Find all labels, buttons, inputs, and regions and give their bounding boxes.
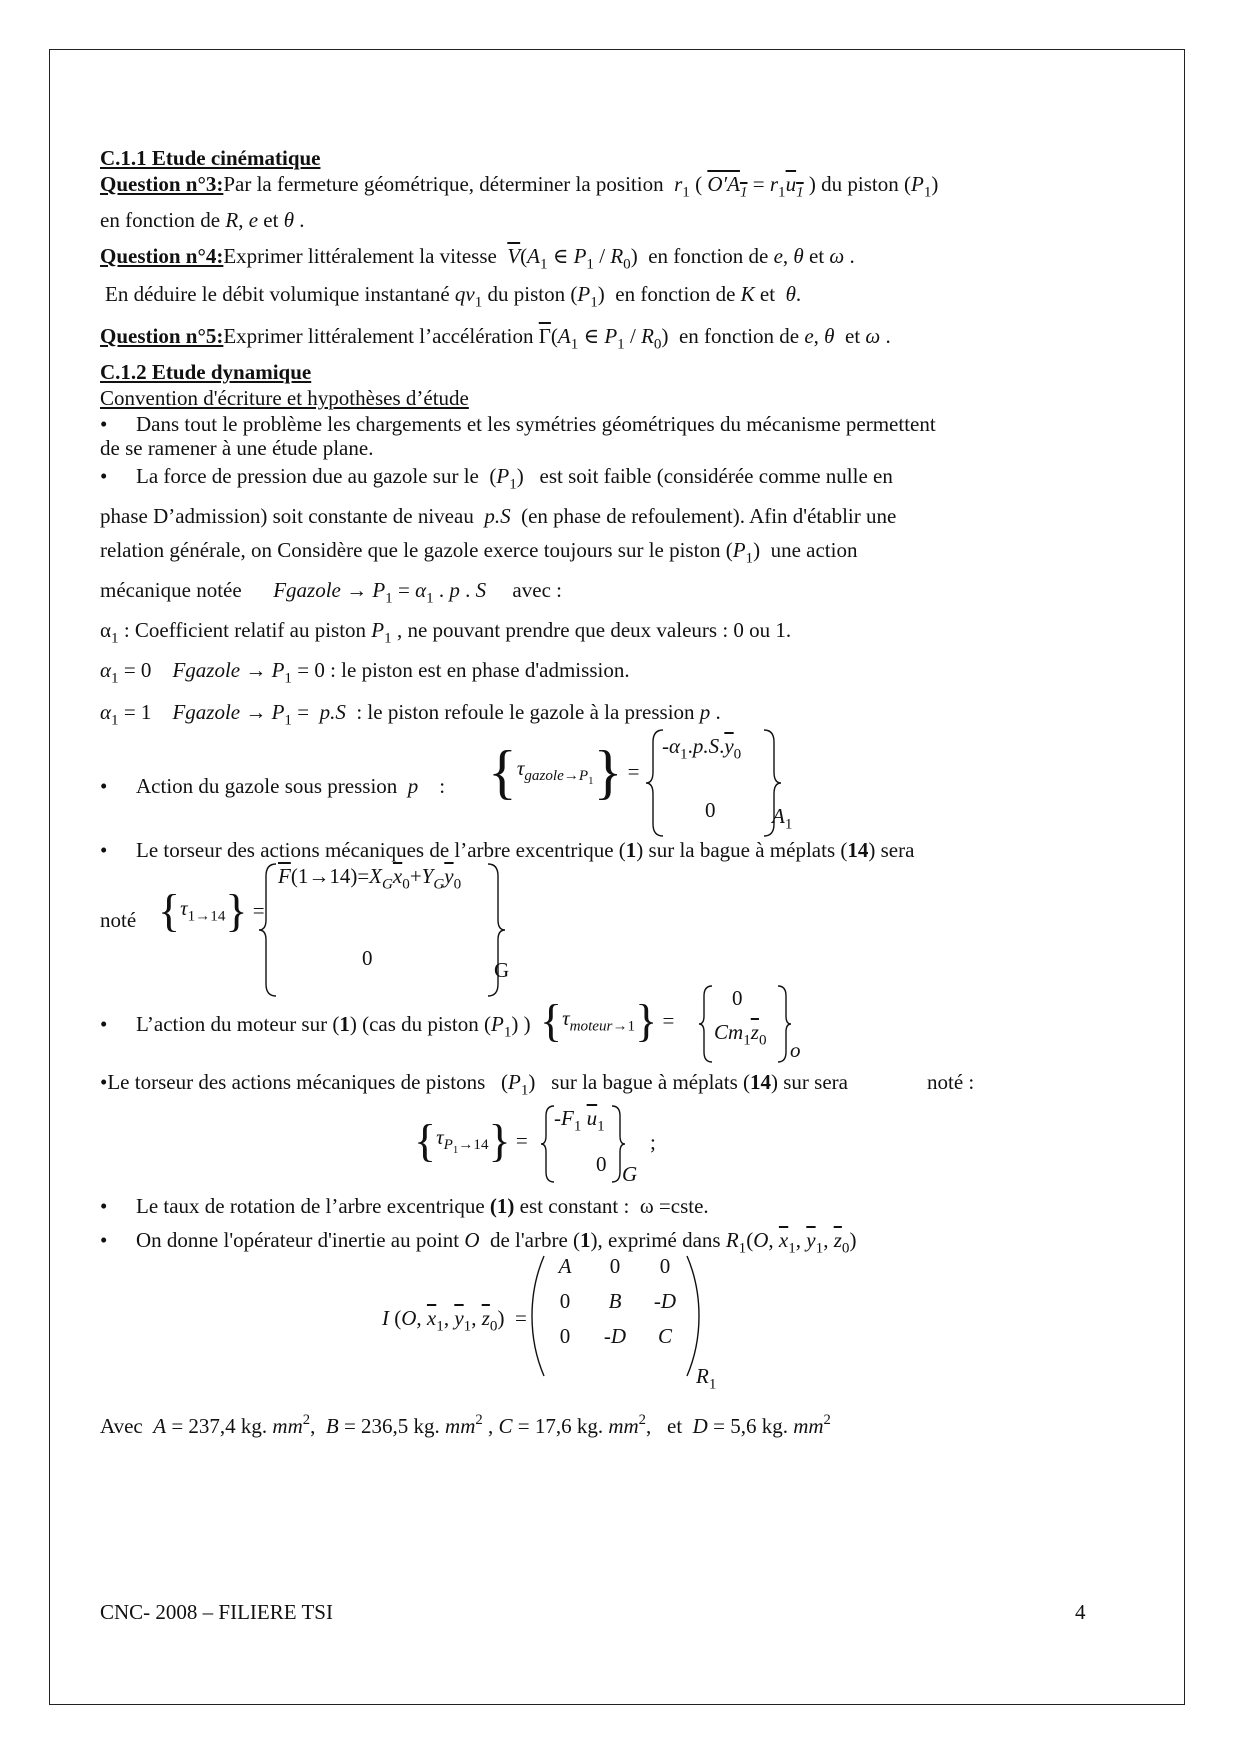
question-3-label: Question n°3: bbox=[100, 172, 224, 196]
torseur-gazole-resultant: $-\alpha_1.p.S.\overline{y}_0$ bbox=[662, 734, 742, 763]
torseur-pistons-lhs: $\{\tau_{P_1\to 14}\}$ = bbox=[414, 1115, 528, 1166]
question-5-label: Question n°5: bbox=[100, 324, 224, 348]
torseur-moteur-lhs: $\{\tau_{moteur\to 1}\}$ = bbox=[540, 995, 675, 1046]
convention-heading: Convention d'écriture et hypothèses d’étude bbox=[100, 386, 469, 410]
bullet-rotation: • Le taux de rotation de l’arbre excentrique (1) est constant : ω =cste. bbox=[100, 1194, 709, 1218]
torseur-gazole: $\{\tau_{gazole\to P_1}\}$ = bbox=[488, 739, 640, 805]
question-4-line2: En déduire le débit volumique instantané $qv_1$ du piston $(P_1)$ en fonction de K et θ. bbox=[105, 282, 802, 311]
question-4: Question n°4:Exprimer littéralement la vitesse $\overline{V}(A_1$ ∈ $P_1 / R_0$) en fonction de e, θ et ω . bbox=[100, 244, 855, 273]
inertia-matrix-basis: $R_1$ bbox=[696, 1364, 717, 1393]
footer-left: CNC- 2008 – FILIERE TSI bbox=[100, 1600, 333, 1624]
bullet-icon: • bbox=[100, 1012, 108, 1036]
bullet-icon: • bbox=[100, 1070, 108, 1094]
inertia-operator-lhs: I (O, $\overline{x}_1$, $\overline{y}_1$, $\overline{z}_0$) = bbox=[382, 1306, 527, 1335]
bullet-icon: • bbox=[100, 1194, 108, 1218]
section-heading-c11: C.1.1 Etude cinématique bbox=[100, 146, 321, 170]
question-3-tail: du piston bbox=[821, 172, 899, 196]
question-5-text: Exprimer littéralement l’accélération bbox=[223, 324, 534, 348]
torseur-moteur-point: o bbox=[790, 1038, 801, 1062]
question-4-text: Exprimer littéralement la vitesse bbox=[223, 244, 497, 268]
bullet-2-line4: mécanique notée Fgazole → $P_1 = \alpha_1$ . p . S avec : bbox=[100, 578, 562, 607]
torseur-moteur-brace-left bbox=[698, 984, 714, 1070]
bullet-icon: • bbox=[100, 838, 108, 862]
torseur-arbre-point: G bbox=[494, 958, 510, 982]
bullet-icon: • bbox=[100, 774, 108, 798]
bullet-1-line1: • Dans tout le problème les chargements et les symétries géométriques du mécanisme permettent bbox=[100, 412, 936, 436]
torseur-arbre-brace-left bbox=[258, 862, 278, 1004]
alpha-definition: $\alpha_1$ : Coefficient relatif au piston $P_1$ , ne pouvant prendre que deux valeurs : 0 ou 1. bbox=[100, 618, 792, 647]
torseur-gazole-moment: 0 bbox=[705, 798, 716, 822]
bullet-moteur: • L’action du moteur sur (1) (cas du piston $(P_1)$ ) bbox=[100, 1012, 531, 1041]
pistons-note: noté : bbox=[927, 1070, 975, 1094]
note-label: noté bbox=[100, 908, 137, 932]
torseur-gazole-point: $A_1$ bbox=[772, 804, 793, 833]
bullet-icon: • bbox=[100, 464, 108, 488]
bullet-1-line2: de se ramener à une étude plane. bbox=[100, 436, 374, 460]
bullet-icon: • bbox=[100, 1228, 108, 1252]
torseur-moteur-moment: $Cm_1\overline{z}_0$ bbox=[714, 1020, 767, 1049]
question-4-label: Question n°4: bbox=[100, 244, 224, 268]
torseur-pistons-point: G bbox=[622, 1162, 638, 1186]
bullet-2-line1: • La force de pression due au gazole sur le $(P_1)$ est soit faible (considérée comme nulle en bbox=[100, 464, 893, 493]
torseur-moteur-resultant: 0 bbox=[732, 986, 743, 1010]
inertia-values: Avec A = 237,4 kg. $mm^2$, B = 236,5 kg. $mm^2$ , C = 17,6 kg. $mm^2$, et D = 5,6 kg. $mm^2$ bbox=[100, 1412, 831, 1438]
bullet-inertie: • On donne l'opérateur d'inertie au point O de l'arbre (1), exprimé dans $R_1(O$, $\overline{x}_1$, $\overline{y}_1$, $\overline{z}_0$) bbox=[100, 1228, 857, 1257]
bullet-2-line3: relation générale, on Considère que le gazole exerce toujours sur le piston $(P_1)$ une action bbox=[100, 538, 858, 567]
torseur-pistons-semicolon: ; bbox=[650, 1130, 656, 1154]
question-3: Question n°3:Par la fermeture géométrique, déterminer la position $r_1$ ( $O'A_1 = r_1u_1$ ) du piston $(P_1)$ bbox=[100, 172, 939, 201]
question-3-line2: en fonction de R, e et θ . bbox=[100, 208, 305, 232]
torseur-pistons-moment: 0 bbox=[596, 1152, 607, 1176]
torseur-pistons-resultant: $-F_1$ $\overline{u}_1$ bbox=[554, 1106, 605, 1135]
torseur-arbre-lhs: $\{\tau_{1\to 14}\}$ = bbox=[158, 885, 265, 936]
bullet-2-line2: phase D’admission) soit constante de niveau p.S (en phase de refoulement). Afin d'établir une bbox=[100, 504, 897, 528]
section-heading-c12: C.1.2 Etude dynamique bbox=[100, 360, 312, 384]
question-3-text: Par la fermeture géométrique, déterminer la position bbox=[223, 172, 664, 196]
bullet-pistons: •Le torseur des actions mécaniques de pistons $(P_1)$ sur la bague à méplats (14) sur sera bbox=[100, 1070, 848, 1099]
question-5: Question n°5:Exprimer littéralement l’accélération $\overline{\Gamma}(A_1$ ∈ $P_1 / R_0$) en fonction de e, θ et ω . bbox=[100, 324, 891, 353]
bullet-action-gazole: • Action du gazole sous pression p : bbox=[100, 774, 446, 798]
inertia-matrix: A 0 0 0 B -D 0 -D C bbox=[558, 1254, 677, 1349]
torseur-arbre-resultant: $\overline{F}(1\to 14)=X_G\overline{x}_0+Y_G\overline{y}_0$ bbox=[278, 864, 462, 893]
alpha-one-case: $\alpha_1 = 1$ Fgazole → $P_1 = p.S$ : le piston refoule le gazole à la pression p . bbox=[100, 700, 721, 729]
torseur-arbre-moment: 0 bbox=[362, 946, 373, 970]
bullet-icon: • bbox=[100, 412, 108, 436]
page-number: 4 bbox=[1075, 1600, 1086, 1624]
bullet-torseur-arbre: • Le torseur des actions mécaniques de l’arbre excentrique (1) sur la bague à méplats (14) sera bbox=[100, 838, 915, 862]
alpha-zero-case: $\alpha_1 = 0$ Fgazole → $P_1 = 0$ : le piston est en phase d'admission. bbox=[100, 658, 630, 687]
